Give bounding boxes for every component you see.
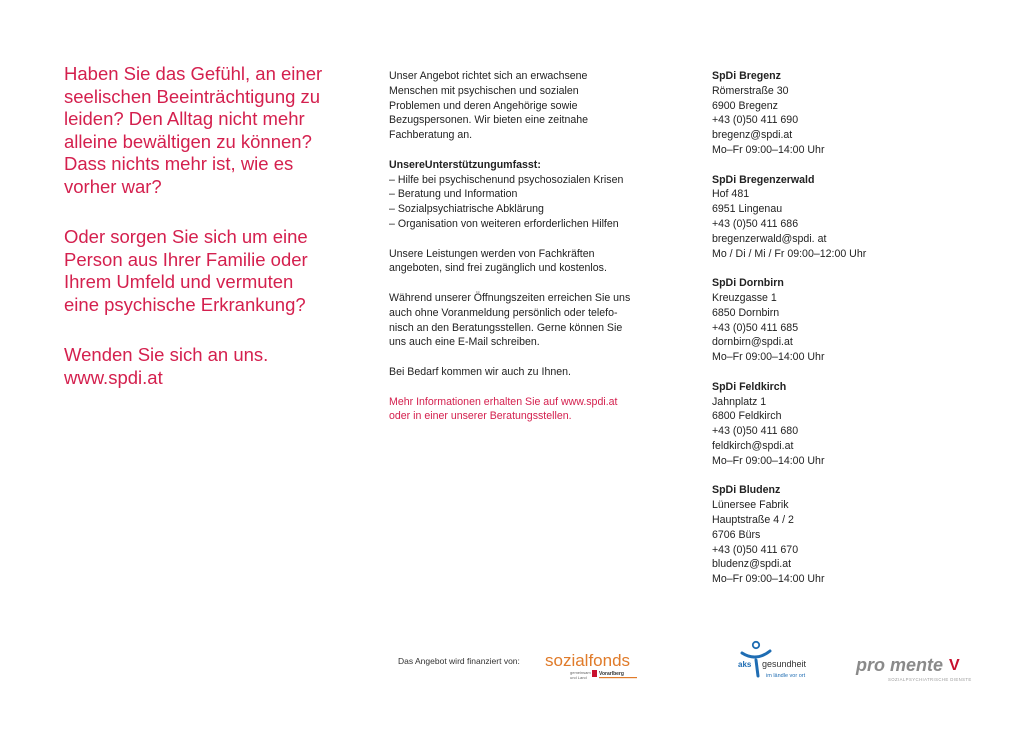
office-address: Hof 481 bbox=[712, 188, 750, 201]
text-line: Bezugspersonen. Wir bieten eine zeitnahe bbox=[389, 114, 589, 127]
text-line: Person aus Ihrer Familie oder bbox=[64, 248, 308, 270]
text-line: Menschen mit psychischen und sozialen bbox=[389, 84, 579, 97]
office-hours: Mo / Di / Mi / Fr 09:00–12:00 Uhr bbox=[712, 247, 867, 260]
text-line: Bei Bedarf kommen wir auch zu Ihnen. bbox=[389, 365, 571, 378]
office-city: 6951 Lingenau bbox=[712, 203, 783, 216]
pro-mente-v: V bbox=[949, 657, 960, 674]
support-list bbox=[389, 158, 625, 232]
office-dornbirn bbox=[712, 276, 942, 365]
question-block-1 bbox=[64, 63, 354, 198]
office-email[interactable]: dornbirn@spdi.at bbox=[712, 336, 793, 349]
text-line: seelischen Beeinträchtigung zu bbox=[64, 85, 321, 107]
text-line: Ihrem Umfeld und vermuten bbox=[64, 271, 294, 292]
middle-column bbox=[389, 69, 631, 439]
text-line: eine psychische Erkrankung? bbox=[64, 293, 306, 315]
text-line: Problemen und deren Angehörige sowie bbox=[389, 99, 578, 112]
footer bbox=[0, 640, 1030, 690]
text-line: alleine bewältigen zu können? bbox=[64, 130, 312, 152]
office-city: 6706 Bürs bbox=[712, 528, 761, 541]
text-line: angeboten, sind frei zugänglich und kostenlos. bbox=[389, 262, 607, 275]
office-city: 6850 Dornbirn bbox=[712, 306, 780, 319]
office-hours: Mo–Fr 09:00–14:00 Uhr bbox=[712, 143, 825, 156]
aks-word: gesundheit bbox=[762, 659, 807, 669]
call-to-action bbox=[64, 344, 354, 389]
pro-mente-tagline: SOZIALPSYCHIATRISCHE DIENSTE bbox=[888, 677, 972, 682]
sozialfonds-sub: gemeinsam bbox=[570, 670, 591, 675]
text-line: Oder sorgen Sie sich um eine bbox=[64, 226, 308, 247]
office-bregenzerwald bbox=[712, 173, 942, 262]
text-line: Unsere Leistungen werden von Fachkräften bbox=[389, 247, 595, 260]
office-hours: Mo–Fr 09:00–14:00 Uhr bbox=[712, 573, 825, 586]
office-email[interactable]: bludenz@spdi.at bbox=[712, 558, 792, 571]
office-phone[interactable]: +43 (0)50 411 690 bbox=[712, 114, 799, 127]
office-phone[interactable]: +43 (0)50 411 686 bbox=[712, 217, 799, 230]
text-line: leiden? Den Alltag nicht mehr bbox=[64, 108, 305, 129]
more-info-paragraph bbox=[389, 395, 625, 425]
office-address: Kreuzgasse 1 bbox=[712, 291, 777, 304]
office-name: SpDi Bludenz bbox=[712, 484, 781, 497]
office-building: Lünersee Fabrik bbox=[712, 499, 789, 512]
pro-mente-wordmark: pro mente bbox=[856, 655, 944, 675]
sozialfonds-wordmark: sozialfonds bbox=[545, 651, 631, 670]
sozialfonds-logo bbox=[544, 646, 644, 686]
office-hours: Mo–Fr 09:00–14:00 Uhr bbox=[712, 454, 825, 467]
office-address: Hauptstraße 4 / 2 bbox=[712, 513, 794, 526]
support-heading: UnsereUnterstützungumfasst: bbox=[389, 158, 541, 171]
office-list bbox=[712, 69, 942, 602]
sozialfonds-sub: und Land bbox=[570, 675, 587, 680]
intro-paragraph bbox=[389, 69, 625, 143]
text-line: vorher war? bbox=[64, 175, 162, 197]
sozialfonds-region: Vorarlberg bbox=[599, 671, 624, 677]
office-address: Römerstraße 30 bbox=[712, 84, 789, 97]
office-hours: Mo–Fr 09:00–14:00 Uhr bbox=[712, 351, 825, 364]
office-phone[interactable]: +43 (0)50 411 685 bbox=[712, 321, 799, 334]
office-name: SpDi Feldkirch bbox=[712, 380, 787, 393]
text-line: Unser Angebot richtet sich an erwachsene bbox=[389, 70, 588, 82]
office-city: 6800 Feldkirch bbox=[712, 410, 782, 423]
contact-paragraph bbox=[389, 291, 631, 350]
visit-paragraph bbox=[389, 365, 625, 380]
text-line: Während unserer Öffnungszeiten erreichen Sie uns bbox=[389, 291, 631, 304]
website-link[interactable]: www.spdi.at bbox=[64, 366, 163, 388]
aks-tagline: im ländle vor ort bbox=[766, 673, 806, 679]
coat-of-arms-icon bbox=[592, 670, 597, 677]
office-bregenz bbox=[712, 69, 942, 158]
text-line: nisch an den Beratungsstellen. Gerne können Sie bbox=[389, 321, 623, 334]
text-line: oder in einer unserer Beratungsstellen. bbox=[389, 410, 572, 423]
office-address: Jahnplatz 1 bbox=[712, 395, 767, 408]
list-item: – Sozialpsychiatrische Abklärung bbox=[389, 203, 544, 216]
list-item: – Beratung und Information bbox=[389, 188, 518, 201]
list-item: – Organisation von weiteren erforderlichen Hilfen bbox=[389, 217, 619, 230]
text-line: auch ohne Voranmeldung persönlich oder telefo- bbox=[389, 306, 618, 319]
underline-icon bbox=[599, 677, 637, 678]
question-block-2 bbox=[64, 226, 354, 316]
office-name: SpDi Bregenz bbox=[712, 70, 781, 82]
office-email[interactable]: bregenzerwald@spdi. at bbox=[712, 232, 827, 245]
text-line: Dass nichts mehr ist, wie es bbox=[64, 153, 294, 174]
office-name: SpDi Bregenzerwald bbox=[712, 173, 815, 186]
office-feldkirch bbox=[712, 380, 942, 469]
text-line: Wenden Sie sich an uns. bbox=[64, 344, 269, 365]
office-city: 6900 Bregenz bbox=[712, 99, 778, 112]
left-column bbox=[64, 63, 354, 407]
office-bludenz bbox=[712, 483, 942, 587]
text-line: uns auch eine E-Mail schreiben. bbox=[389, 336, 540, 349]
office-phone[interactable]: +43 (0)50 411 670 bbox=[712, 543, 799, 556]
list-item: – Hilfe bei psychischenund psychosozialen Krisen bbox=[389, 173, 624, 186]
more-info-link[interactable]: Mehr Informationen erhalten Sie auf www.spdi.at bbox=[389, 395, 618, 408]
pro-mente-logo bbox=[855, 652, 975, 686]
office-email[interactable]: feldkirch@spdi.at bbox=[712, 439, 794, 452]
office-email[interactable]: bregenz@spdi.at bbox=[712, 129, 793, 142]
funding-text: Das Angebot wird finanziert von: bbox=[398, 656, 520, 666]
services-paragraph bbox=[389, 247, 625, 277]
aks-brand: aks bbox=[738, 660, 752, 669]
office-name: SpDi Dornbirn bbox=[712, 277, 784, 290]
text-line: Haben Sie das Gefühl, an einer bbox=[64, 63, 323, 84]
text-line: Fachberatung an. bbox=[389, 129, 473, 142]
aks-gesundheit-logo bbox=[736, 640, 826, 682]
office-phone[interactable]: +43 (0)50 411 680 bbox=[712, 425, 799, 438]
